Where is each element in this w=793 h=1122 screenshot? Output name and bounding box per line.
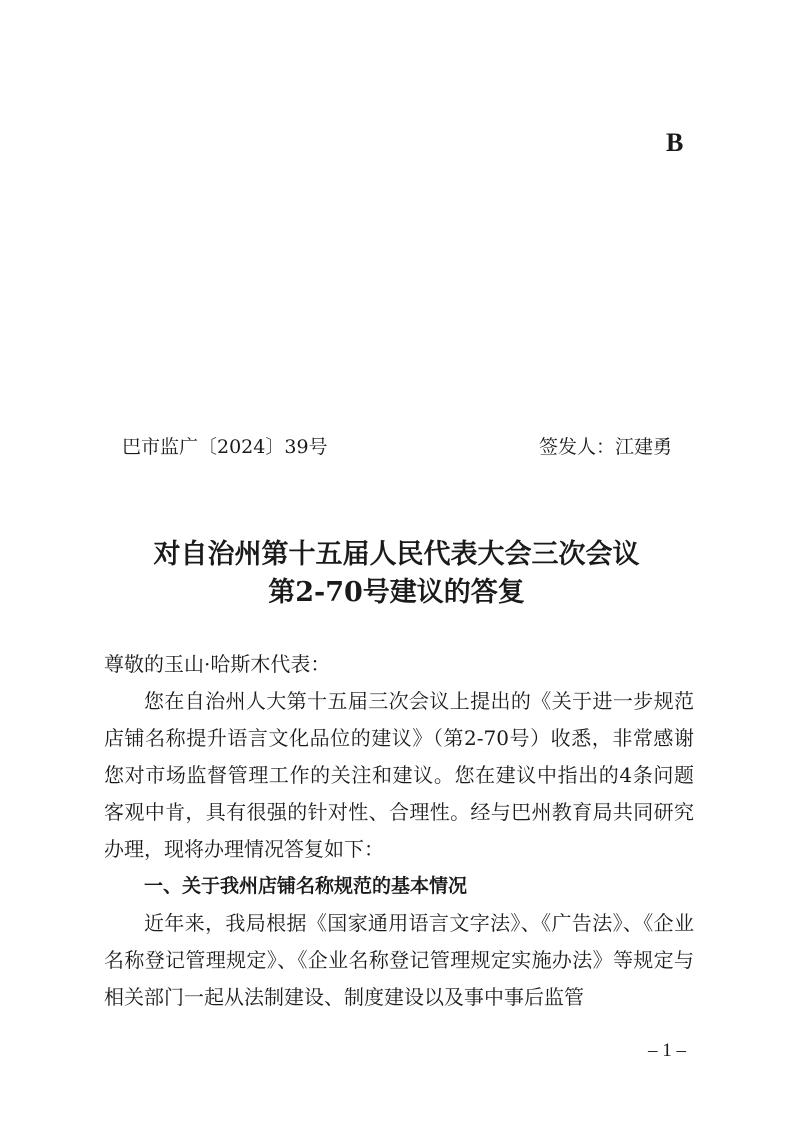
title-line-2: 第2-70号建议的答复	[268, 577, 525, 608]
classification-mark: B	[666, 128, 684, 157]
document-header-row	[122, 432, 682, 462]
page-number: – 1 –	[648, 1040, 686, 1061]
section-1-paragraph: 近年来，我局根据《国家通用语言文字法》、《广告法》、《企业名称登记管理规定》、《企业名称登记管理规定实施办法》等规定与相关部门一起从法制建设、制度建设以及事中事后监管	[104, 911, 694, 1009]
salutation: 尊敬的玉山·哈斯木代表：	[104, 652, 331, 676]
section-heading-1: 一、关于我州店铺名称规范的基本情况	[144, 875, 468, 897]
issuer-signature: 签发人：江建勇	[538, 436, 672, 458]
body-paragraph-1: 您在自治州人大第十五届三次会议上提出的《关于进一步规范店铺名称提升语言文化品位的建议》（第2-70号）收悉，非常感谢您对市场监督管理工作的关注和建议。您在建议中指出的4条问题客观中肯，具有很强的针对性、合理性。经与巴州教育局共同研究办理，现将办理情况答复如下：	[104, 689, 694, 861]
document-title	[0, 536, 793, 612]
document-body	[104, 646, 694, 1016]
document-number: 巴市监广〔2024〕39号	[122, 436, 328, 458]
title-line-1: 对自治州第十五届人民代表大会三次会议	[153, 539, 640, 570]
